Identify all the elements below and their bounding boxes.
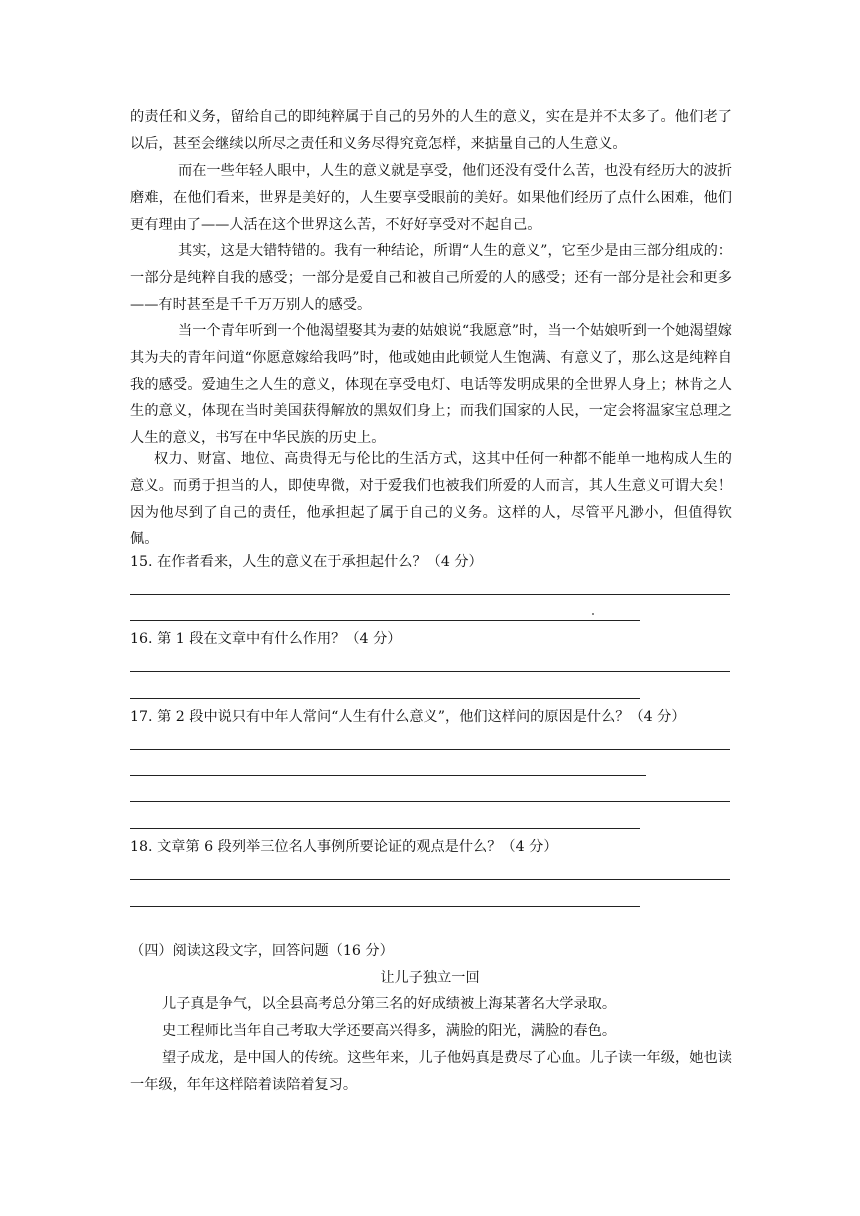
story-paragraph-1: 儿子真是争气，以全县高考总分第三名的好成绩被上海某著名大学录取。: [162, 996, 617, 1012]
answer-line-17-4[interactable]: [130, 828, 640, 829]
question-18: 18. 文章第 6 段列举三位名人事例所要论证的观点是什么？（4 分）: [130, 839, 558, 855]
story-title: 让儿子独立一回: [380, 970, 480, 986]
answer-line-18-1[interactable]: [130, 879, 730, 880]
article-paragraph-5: 当一个青年听到一个他渴望娶其为妻的姑娘说“我愿意”时，当一个姑娘听到一个她渴望嫁其为夫的青年问道“你愿意嫁给我吗”时，他或她由此顿觉人生饱满、有意义了，那么这是纯粹自我的感受。爱迪生之人生的意义，体现在享受电灯、电话等发明成果的全世界人身上；林肯之人生的意义，体现在当时美国获得解放的黑奴们身上；而我们国家的人民，一定会将温家宝总理之人生的意义，书写在中华民族的历史上。: [130, 323, 732, 447]
answer-line-18-2[interactable]: [130, 906, 640, 907]
article-paragraph-4: 其实，这是大错特错的。我有一种结论，所谓“人生的意义”，它至少是由三部分组成的：一部分是纯粹自我的感受；一部分是爱自己和被自己所爱的人的感受；还有一部分是社会和更多——有时甚至是千千万万别人的感受。: [130, 243, 732, 313]
section-4-heading: （四）阅读这段文字，回答问题（16 分）: [130, 943, 394, 959]
story-paragraph-2: 史工程师比当年自己考取大学还要高兴得多，满脸的阳光，满脸的春色。: [162, 1023, 617, 1039]
answer-line-16-2[interactable]: [130, 698, 640, 699]
answer-line-15-2[interactable]: [130, 620, 640, 621]
story-paragraph-3: 望子成龙，是中国人的传统。这些年来，儿子他妈真是费尽了心血。儿子读一年级，她也读一年级，年年这样陪着读陪着复习。: [130, 1050, 732, 1093]
question-17: 17. 第 2 段中说只有中年人常问“人生有什么意义”，他们这样问的原因是什么？（4 分）: [130, 709, 686, 725]
question-15: 15. 在作者看来，人生的意义在于承担起什么？（4 分）: [130, 554, 483, 570]
answer-line-15-1[interactable]: [130, 594, 730, 595]
article-paragraph-continued: 的责任和义务，留给自己的即纯粹属于自己的另外的人生的意义，实在是并不太多了。他们老了以后，甚至会继续以所尽之责任和义务尽得究竟怎样，来掂量自己的人生意义。: [130, 109, 732, 152]
answer-line-17-1[interactable]: [130, 749, 730, 750]
article-paragraph-6: 权力、财富、地位、高贵得无与伦比的生活方式，这其中任何一种都不能单一地构成人生的意义。而勇于担当的人，即使卑微，对于爱我们也被我们所爱的人而言，其人生意义可谓大矣！因为他尽到了自己的责任，他承担起了属于自己的义务。这样的人，尽管平凡渺小，但值得钦佩。: [130, 451, 732, 548]
question-16: 16. 第 1 段在文章中有什么作用？（4 分）: [130, 631, 402, 647]
stray-mark: [592, 613, 594, 615]
article-paragraph-3: 而在一些年轻人眼中，人生的意义就是享受，他们还没有受什么苦，也没有经历大的波折磨难，在他们看来，世界是美好的，人生要享受眼前的美好。如果他们经历了点什么困难，他们更有理由了——人活在这个世界这么苦，不好好享受对不起自己。: [130, 163, 732, 233]
answer-line-17-2[interactable]: [130, 775, 646, 776]
answer-line-16-1[interactable]: [130, 671, 730, 672]
answer-line-17-3[interactable]: [130, 801, 730, 802]
